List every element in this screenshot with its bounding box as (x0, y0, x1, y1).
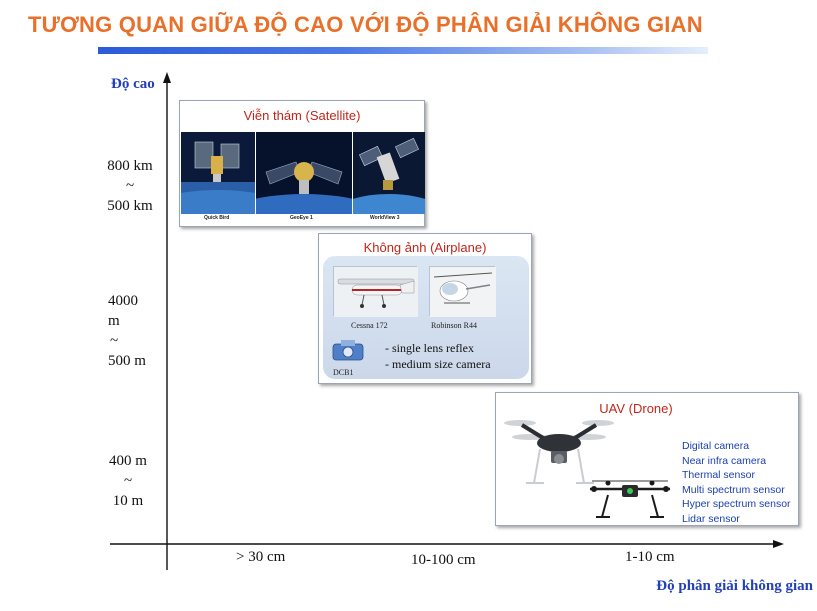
x-tick-airplane: 10-100 cm (411, 552, 476, 568)
quickbird-image (181, 132, 255, 214)
uav-panel-title: UAV (Drone) (599, 401, 673, 416)
y-tick-bottom: 10 m (112, 493, 144, 509)
y-axis-label: Độ cao (111, 76, 155, 92)
worldview-caption: WorldView 3 (370, 215, 400, 221)
cessna-caption: Cessna 172 (351, 321, 388, 330)
sensor-item: Digital camera (682, 440, 750, 452)
y-tick-top: 400 m (109, 453, 147, 469)
camera-icon (331, 338, 369, 364)
y-tick-sep: ~ (125, 178, 135, 194)
satellite-panel (179, 100, 425, 227)
airplane-inner-box (323, 256, 529, 379)
y-tick-airplane (100, 291, 160, 371)
hexacopter-image (586, 471, 674, 523)
x-tick-uav: 1-10 cm (625, 549, 675, 565)
quickbird-caption: Quick Bird (204, 215, 230, 221)
uav-panel (495, 392, 799, 526)
satellite-panel-title: Viễn thám (Satellite) (243, 108, 361, 123)
airplane-panel-title: Không ảnh (Airplane) (363, 240, 487, 255)
sensor-item: Thermal sensor (682, 469, 755, 481)
sensor-item: Near infra camera (682, 454, 767, 467)
slide-title: TƯƠNG QUAN GIỮA ĐỘ CAO VỚI ĐỘ PHÂN GIẢI KHÔNG GIAN (28, 12, 703, 37)
robinson-caption: Robinson R44 (431, 321, 478, 330)
x-axis-arrow (773, 540, 784, 548)
worldview-image (353, 132, 425, 214)
camera-label: DCB1 (333, 368, 354, 377)
y-tick-satellite (100, 156, 160, 216)
sensor-item: Multi spectrum sensor (682, 483, 785, 496)
y-tick-sep: ~ (110, 333, 119, 349)
y-tick-bottom: 500 km (107, 198, 153, 214)
y-tick-bottom: 500 m (108, 353, 146, 369)
camera-line-2: - medium size camera (385, 357, 491, 371)
robinson-image (429, 266, 495, 316)
cessna-image (333, 266, 417, 316)
y-tick-uav (104, 451, 152, 511)
y-tick-top: 4000 (108, 293, 138, 309)
x-axis-label: Độ phân giải không gian (656, 578, 813, 594)
geoeye-image (256, 132, 352, 214)
sensor-item: Lidar sensor (682, 512, 740, 525)
y-tick-top: 800 km (107, 158, 153, 174)
x-tick-satellite: > 30 cm (236, 549, 286, 565)
airplane-panel (318, 233, 532, 384)
y-tick-mid: m (108, 313, 120, 329)
geoeye-caption: GeoEye 1 (290, 215, 313, 221)
y-tick-sep: ~ (123, 473, 133, 489)
y-axis-arrow (163, 72, 171, 83)
camera-line-1: - single lens reflex (385, 341, 474, 355)
sensor-item: Hyper spectrum sensor (682, 498, 791, 510)
